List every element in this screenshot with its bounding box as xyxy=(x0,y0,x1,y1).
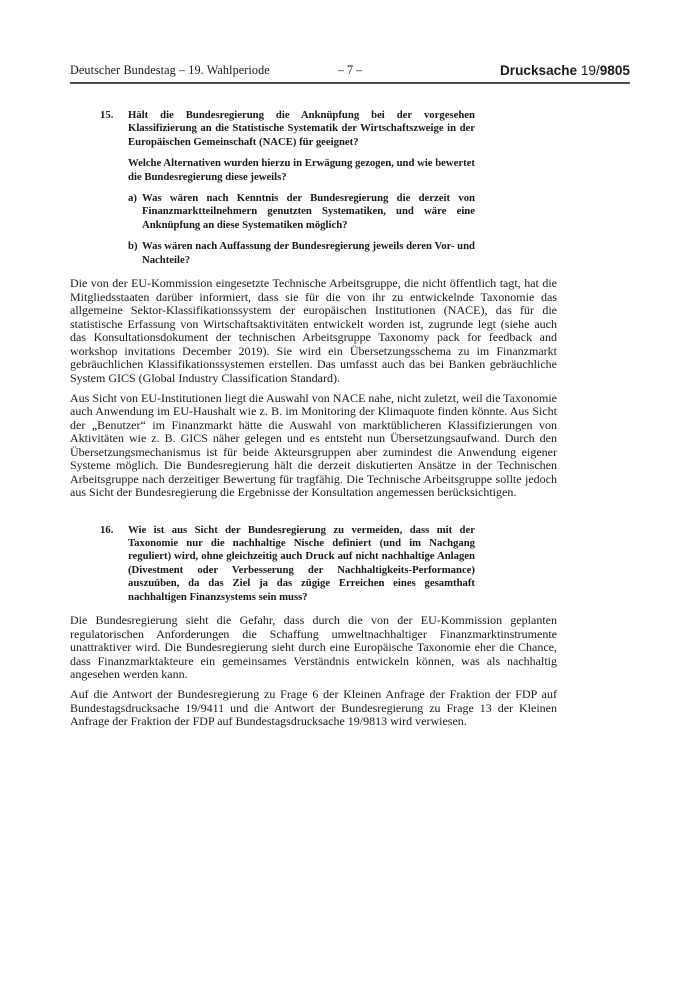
header-document-number xyxy=(500,63,630,78)
question-16-number: 16. xyxy=(100,523,114,536)
question-15-item-a-text: Was wären nach Kenntnis der Bundesregierung die derzeit von Finanzmarktteilnehmern genutzten Systematiken, und wäre eine Anknüpfung an diese Systematiken möglich? xyxy=(142,192,475,231)
drucksache-number: 9805 xyxy=(599,63,630,78)
question-15-text xyxy=(128,109,475,267)
answer-15-paragraph-1: Die von der EU-Kommission eingesetzte Technische Arbeitsgruppe, die nicht öffentlich tagt, hat die Mitgliedsstaaten darüber informiert, dass sie für die von ihr zu entwickelnde Taxonomie das allgemeine Sektor-Klassifikationssystem der europäischen Institutionen (NACE), das für die statistische Erfassung von Wirtschaftsaktivitäten entwickelt worden ist, zugrunde legt (siehe auch das Konsultationsdokument der technischen Arbeitsgruppe Taxonomy pack for feedback and workshop invitations December 2019). Sie wird ein Übersetzungsschema zu im Finanzmarkt gebräuchlichen Klassifikationssystemen erstellen. Das umfasst auch das bei Banken gebräuchliche System GICS (Global Industry Classification Standard). xyxy=(70,276,557,385)
answer-16-paragraph-1: Die Bundesregierung sieht die Gefahr, dass durch die von der EU-Kommission geplanten regulatorischen Anforderungen die Schaffung umweltnachhaltiger Finanzmarktinstrumente unattraktiver wird. Die Bundesregierung sieht durch eine Europäische Taxonomie eher die Chance, dass Finanzmarktakteure ein gemeinsames Verständnis entwickeln können, was als nachhaltig angesehen werden kann. xyxy=(70,613,557,681)
page-header xyxy=(70,0,630,78)
question-15-item-a xyxy=(128,192,475,232)
header-page-number: – 7 – xyxy=(337,63,363,77)
question-16-paragraph-1: Wie ist aus Sicht der Bundesregierung zu vermeiden, dass mit der Taxonomie nur die nachhaltige Nische definiert (und im Nachgang reguliert) wird, ohne gleichzeitig auch Druck auf nicht nachhaltige Anlagen (Divestment oder Verbesserung der Nachhaltigkeits-Performance) auszuüben, da das Ziel ja das zügige Erreichen eines gesamthaft nachhaltigen Finanzsystems sein muss? xyxy=(128,523,475,603)
question-15-item-b xyxy=(128,240,475,267)
drucksache-label: Drucksache xyxy=(499,63,578,78)
answer-15-paragraph-2: Aus Sicht von EU-Institutionen liegt die Auswahl von NACE nahe, nicht zuletzt, weil die Taxonomie auch Anwendung im EU-Haushalt wie z. B. im Monitoring der Klimaquote finden könnte. Aus Sicht der „Benutzer“ im Finanzmarkt hätte die Auswahl von marktüblicheren Klassifizierungen von Aktivitäten wie z. B. GICS näher gelegen und es entsteht nun Übersetzungsaufwand. Durch den Übersetzungsmechanismus ist für beide Akteursgruppen aber zumindest die Anwendung eigener Systeme möglich. Die Bundesregierung hält die derzeit diskutierten Ansätze in der Technischen Arbeitsgruppe nach derzeitiger Bewertung für tragfähig. Die Technische Arbeitsgruppe sollte jedoch aus Sicht der Bundesregierung die Ergebnisse der Konsultation angemessen berücksichtigen. xyxy=(70,390,557,500)
question-15 xyxy=(100,109,557,267)
document-body xyxy=(70,109,557,729)
question-15-item-b-label: b) xyxy=(128,240,138,253)
question-15-paragraph-2: Welche Alternativen wurden hierzu in Erwägung gezogen, und wie bewertet die Bundesregierung diese jeweils? xyxy=(128,157,475,183)
header-divider xyxy=(70,82,630,84)
question-15-item-a-label: a) xyxy=(128,192,137,205)
question-16 xyxy=(100,524,557,604)
question-15-item-b-text: Was wären nach Auffassung der Bundesregierung jeweils deren Vor- und Nachteile? xyxy=(142,240,475,266)
drucksache-session: 19/ xyxy=(580,63,600,78)
answer-16-paragraph-2: Auf die Antwort der Bundesregierung zu Frage 6 der Kleinen Anfrage der Fraktion der FDP auf Bundestagsdrucksache 19/9411 und die Antwort der Bundesregierung zu Frage 13 der Kleinen Anfrage der Fraktion der FDP auf Bundestagsdrucksache 19/9813 wird verwiesen. xyxy=(70,687,557,728)
question-16-text xyxy=(128,524,475,604)
header-publication-title: Deutscher Bundestag – 19. Wahlperiode xyxy=(70,63,270,77)
question-15-paragraph-1: Hält die Bundesregierung die Anknüpfung bei der vorgesehen Klassifizierung an die Statistische Systematik der Wirtschaftszweige in der Europäischen Gemeinschaft (NACE) für geeignet? xyxy=(128,109,475,148)
question-15-number: 15. xyxy=(100,109,114,121)
